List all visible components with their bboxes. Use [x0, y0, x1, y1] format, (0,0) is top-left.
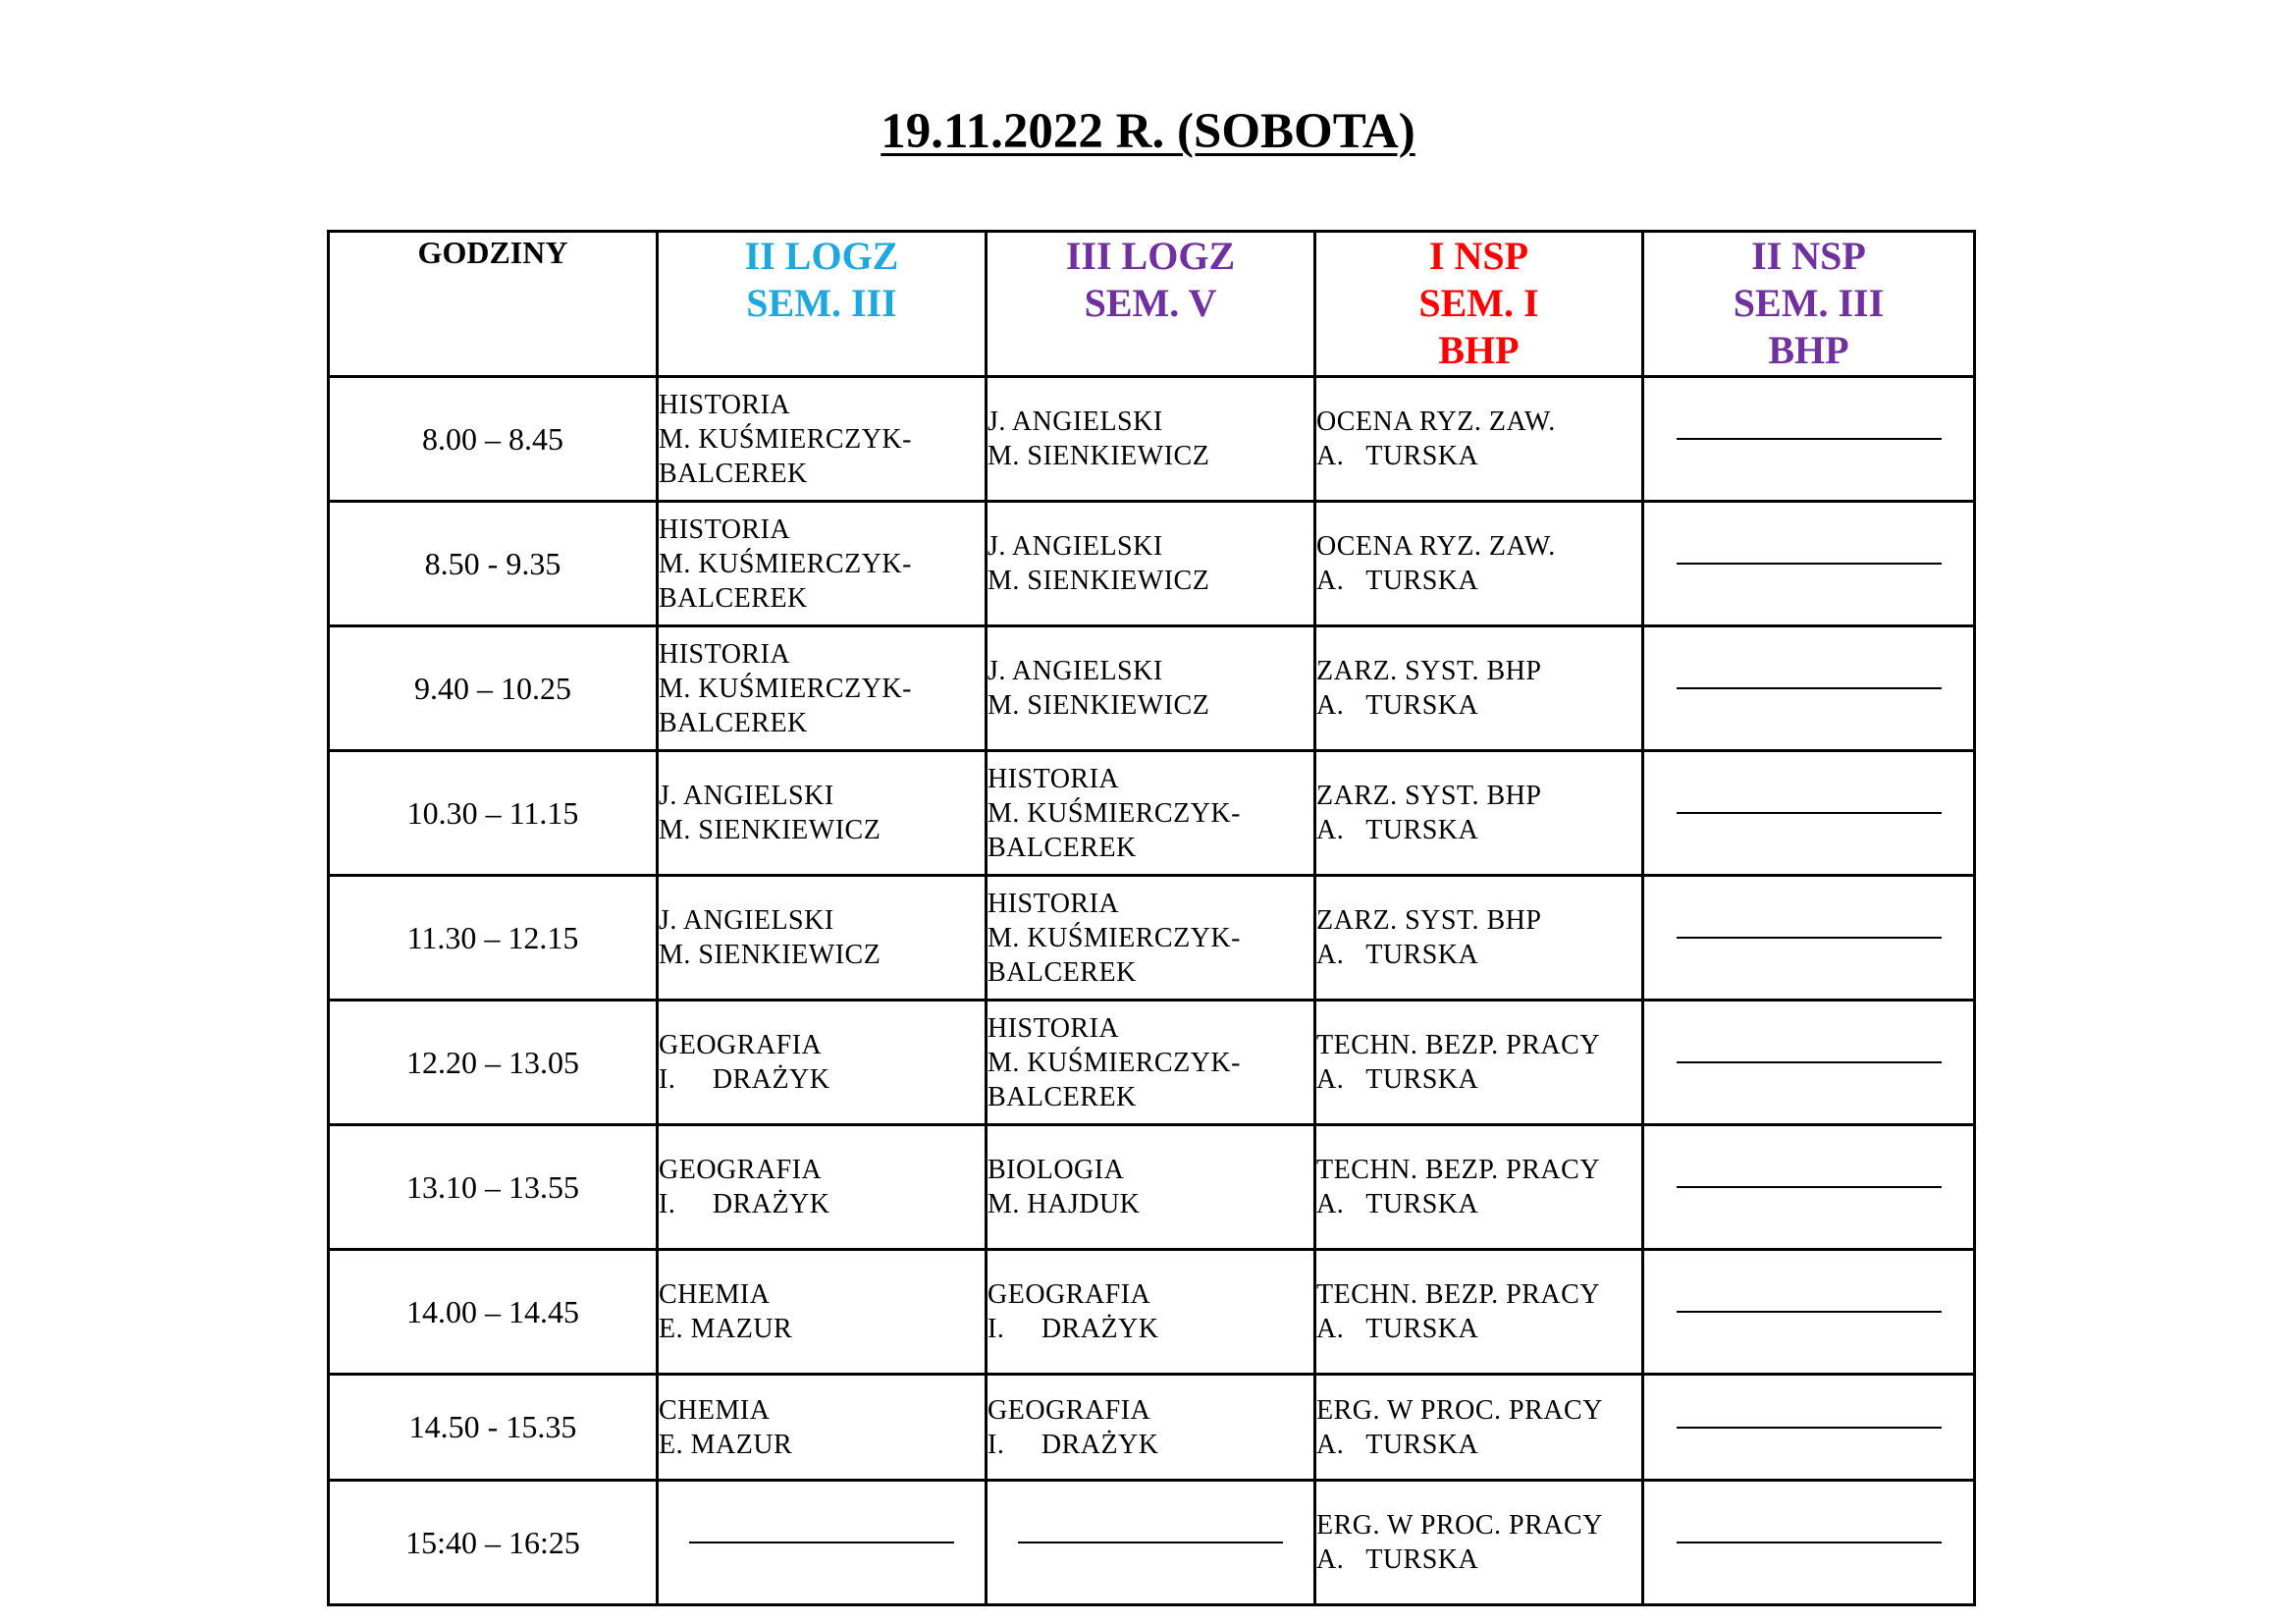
lesson-cell	[1315, 626, 1643, 751]
teacher-text: A. TURSKA	[1316, 1544, 1479, 1575]
teacher-text: M. HAJDUK	[988, 1189, 1141, 1219]
header-line: I NSP	[1428, 234, 1529, 278]
lesson-cell	[658, 876, 987, 1001]
teacher-text: M. SIENKIEWICZ	[659, 815, 881, 845]
teacher-text: M. SIENKIEWICZ	[988, 690, 1210, 721]
empty-dash-line	[1677, 1542, 1942, 1543]
table-row	[329, 1375, 1975, 1481]
teacher-text: BALCEREK	[988, 956, 1137, 988]
time-cell: 12.20 – 13.05	[329, 1001, 658, 1125]
teacher-text: A. TURSKA	[1316, 1064, 1479, 1095]
empty-dash-line	[1677, 1311, 1942, 1313]
teacher-text: A. TURSKA	[1316, 566, 1479, 596]
subject-text: GEOGRAFIA	[988, 1394, 1151, 1426]
lesson-cell	[658, 1250, 987, 1375]
lesson-cell	[987, 502, 1315, 626]
lesson-cell	[1315, 377, 1643, 502]
header-row	[329, 232, 1975, 377]
empty-dash-line	[1677, 1186, 1942, 1188]
lesson-cell	[987, 1125, 1315, 1250]
subject-text: HISTORIA	[988, 763, 1120, 794]
time-cell: 14.00 – 14.45	[329, 1250, 658, 1375]
empty-dash-line	[689, 1542, 954, 1543]
empty-cell	[1643, 1125, 1975, 1250]
subject-text: TECHN. BEZP. PRACY	[1316, 1279, 1601, 1310]
table-row	[329, 1250, 1975, 1375]
teacher-text: A. TURSKA	[1316, 441, 1479, 471]
subject-text: ZARZ. SYST. BHP	[1316, 656, 1542, 686]
subject-text: ERG. W PROC. PRACY	[1316, 1510, 1603, 1541]
header-line: SEM. V	[1084, 281, 1217, 325]
teacher-text: A. TURSKA	[1316, 940, 1479, 970]
empty-cell	[1643, 1375, 1975, 1481]
header-group	[987, 232, 1315, 377]
lesson-cell	[658, 1001, 987, 1125]
header-line: III LOGZ	[1065, 234, 1236, 278]
subject-text: CHEMIA	[659, 1394, 771, 1426]
teacher-text: BALCEREK	[659, 458, 808, 489]
teacher-text: M. KUŚMIERCZYK-	[988, 797, 1241, 829]
subject-text: CHEMIA	[659, 1279, 771, 1310]
header-group	[1315, 232, 1643, 377]
teacher-text: A. TURSKA	[1316, 690, 1479, 721]
lesson-cell	[987, 1250, 1315, 1375]
lesson-cell	[987, 1375, 1315, 1481]
header-line: BHP	[1438, 328, 1520, 372]
header-line: II LOGZ	[744, 234, 899, 278]
table-row	[329, 626, 1975, 751]
teacher-text: BALCEREK	[988, 832, 1137, 863]
teacher-text: M. KUŚMIERCZYK-	[659, 548, 912, 579]
teacher-text: A. TURSKA	[1316, 1429, 1479, 1460]
teacher-text: A. TURSKA	[1316, 815, 1479, 845]
empty-cell	[987, 1481, 1315, 1605]
time-cell: 10.30 – 11.15	[329, 751, 658, 876]
header-line: SEM. I	[1418, 281, 1539, 325]
lesson-cell	[658, 377, 987, 502]
empty-cell	[1643, 751, 1975, 876]
teacher-text: M. KUŚMIERCZYK-	[988, 1047, 1241, 1078]
header-group	[1643, 232, 1975, 377]
time-cell: 13.10 – 13.55	[329, 1125, 658, 1250]
header-line: SEM. III	[1733, 281, 1885, 325]
page-title	[0, 102, 2296, 161]
time-cell: 11.30 – 12.15	[329, 876, 658, 1001]
empty-cell	[1643, 1481, 1975, 1605]
lesson-cell	[987, 876, 1315, 1001]
empty-cell	[1643, 502, 1975, 626]
lesson-cell	[658, 751, 987, 876]
empty-dash-line	[1677, 1427, 1942, 1429]
table-row	[329, 1125, 1975, 1250]
lesson-cell	[1315, 1250, 1643, 1375]
empty-cell	[1643, 876, 1975, 1001]
table-row	[329, 377, 1975, 502]
header-line: SEM. III	[746, 281, 897, 325]
table-row	[329, 751, 1975, 876]
lesson-cell	[658, 626, 987, 751]
empty-dash-line	[1677, 937, 1942, 939]
subject-text: HISTORIA	[659, 514, 791, 545]
empty-cell	[1643, 1250, 1975, 1375]
teacher-text: M. KUŚMIERCZYK-	[988, 922, 1241, 953]
subject-text: J. ANGIELSKI	[988, 656, 1163, 686]
empty-dash-line	[1677, 438, 1942, 440]
lesson-cell	[1315, 1375, 1643, 1481]
empty-cell	[1643, 1001, 1975, 1125]
teacher-text: M. KUŚMIERCZYK-	[659, 673, 912, 704]
subject-text: HISTORIA	[988, 888, 1120, 919]
table-row	[329, 1481, 1975, 1605]
empty-dash-line	[1677, 1061, 1942, 1063]
subject-text: GEOGRAFIA	[988, 1279, 1151, 1310]
subject-text: HISTORIA	[659, 389, 791, 420]
header-hours	[329, 232, 658, 377]
lesson-cell	[987, 626, 1315, 751]
lesson-cell	[658, 502, 987, 626]
table-row	[329, 1001, 1975, 1125]
teacher-text: I. DRAŻYK	[659, 1189, 830, 1219]
teacher-text: I. DRAŻYK	[988, 1429, 1159, 1460]
subject-text: HISTORIA	[988, 1012, 1120, 1044]
teacher-text: BALCEREK	[659, 707, 808, 738]
lesson-cell	[1315, 1125, 1643, 1250]
teacher-text: M. SIENKIEWICZ	[988, 566, 1210, 596]
teacher-text: I. DRAŻYK	[659, 1064, 830, 1095]
subject-text: J. ANGIELSKI	[988, 531, 1163, 562]
subject-text: J. ANGIELSKI	[988, 406, 1163, 437]
lesson-cell	[987, 1001, 1315, 1125]
subject-text: HISTORIA	[659, 638, 791, 670]
empty-dash-line	[1677, 687, 1942, 689]
header-line: II NSP	[1751, 234, 1866, 278]
teacher-text: BALCEREK	[659, 582, 808, 614]
schedule-table	[327, 230, 1976, 1606]
teacher-text: M. SIENKIEWICZ	[988, 441, 1210, 471]
empty-dash-line	[1677, 563, 1942, 565]
lesson-cell	[1315, 1481, 1643, 1605]
subject-text: GEOGRAFIA	[659, 1030, 823, 1060]
lesson-cell	[658, 1125, 987, 1250]
table-row	[329, 876, 1975, 1001]
header-group	[658, 232, 987, 377]
empty-cell	[1643, 626, 1975, 751]
time-cell: 14.50 - 15.35	[329, 1375, 658, 1481]
lesson-cell	[1315, 1001, 1643, 1125]
teacher-text: E. MAZUR	[659, 1314, 793, 1344]
lesson-cell	[1315, 751, 1643, 876]
schedule-body	[329, 232, 1975, 1605]
subject-text: ZARZ. SYST. BHP	[1316, 781, 1542, 811]
time-cell: 8.00 – 8.45	[329, 377, 658, 502]
lesson-cell	[987, 751, 1315, 876]
empty-cell	[658, 1481, 987, 1605]
empty-cell	[1643, 377, 1975, 502]
time-cell: 15:40 – 16:25	[329, 1481, 658, 1605]
empty-dash-line	[1018, 1542, 1283, 1543]
teacher-text: M. KUŚMIERCZYK-	[659, 423, 912, 455]
lesson-cell	[1315, 876, 1643, 1001]
subject-text: ERG. W PROC. PRACY	[1316, 1394, 1603, 1426]
header-line: GODZINY	[417, 235, 568, 270]
teacher-text: E. MAZUR	[659, 1429, 793, 1460]
teacher-text: A. TURSKA	[1316, 1314, 1479, 1344]
subject-text: TECHN. BEZP. PRACY	[1316, 1155, 1601, 1185]
subject-text: OCENA RYZ. ZAW.	[1316, 531, 1556, 562]
table-row	[329, 502, 1975, 626]
title-text: 19.11.2022 R. (SOBOTA)	[881, 104, 1415, 159]
teacher-text: I. DRAŻYK	[988, 1314, 1159, 1344]
subject-text: J. ANGIELSKI	[659, 905, 834, 936]
time-cell: 9.40 – 10.25	[329, 626, 658, 751]
empty-dash-line	[1677, 812, 1942, 814]
lesson-cell	[658, 1375, 987, 1481]
teacher-text: A. TURSKA	[1316, 1189, 1479, 1219]
lesson-cell	[987, 377, 1315, 502]
lesson-cell	[1315, 502, 1643, 626]
subject-text: OCENA RYZ. ZAW.	[1316, 406, 1556, 437]
subject-text: GEOGRAFIA	[659, 1155, 823, 1185]
subject-text: ZARZ. SYST. BHP	[1316, 905, 1542, 936]
subject-text: TECHN. BEZP. PRACY	[1316, 1030, 1601, 1060]
subject-text: BIOLOGIA	[988, 1155, 1125, 1185]
header-line: BHP	[1768, 328, 1849, 372]
time-cell: 8.50 - 9.35	[329, 502, 658, 626]
teacher-text: BALCEREK	[988, 1081, 1137, 1112]
teacher-text: M. SIENKIEWICZ	[659, 940, 881, 970]
subject-text: J. ANGIELSKI	[659, 781, 834, 811]
